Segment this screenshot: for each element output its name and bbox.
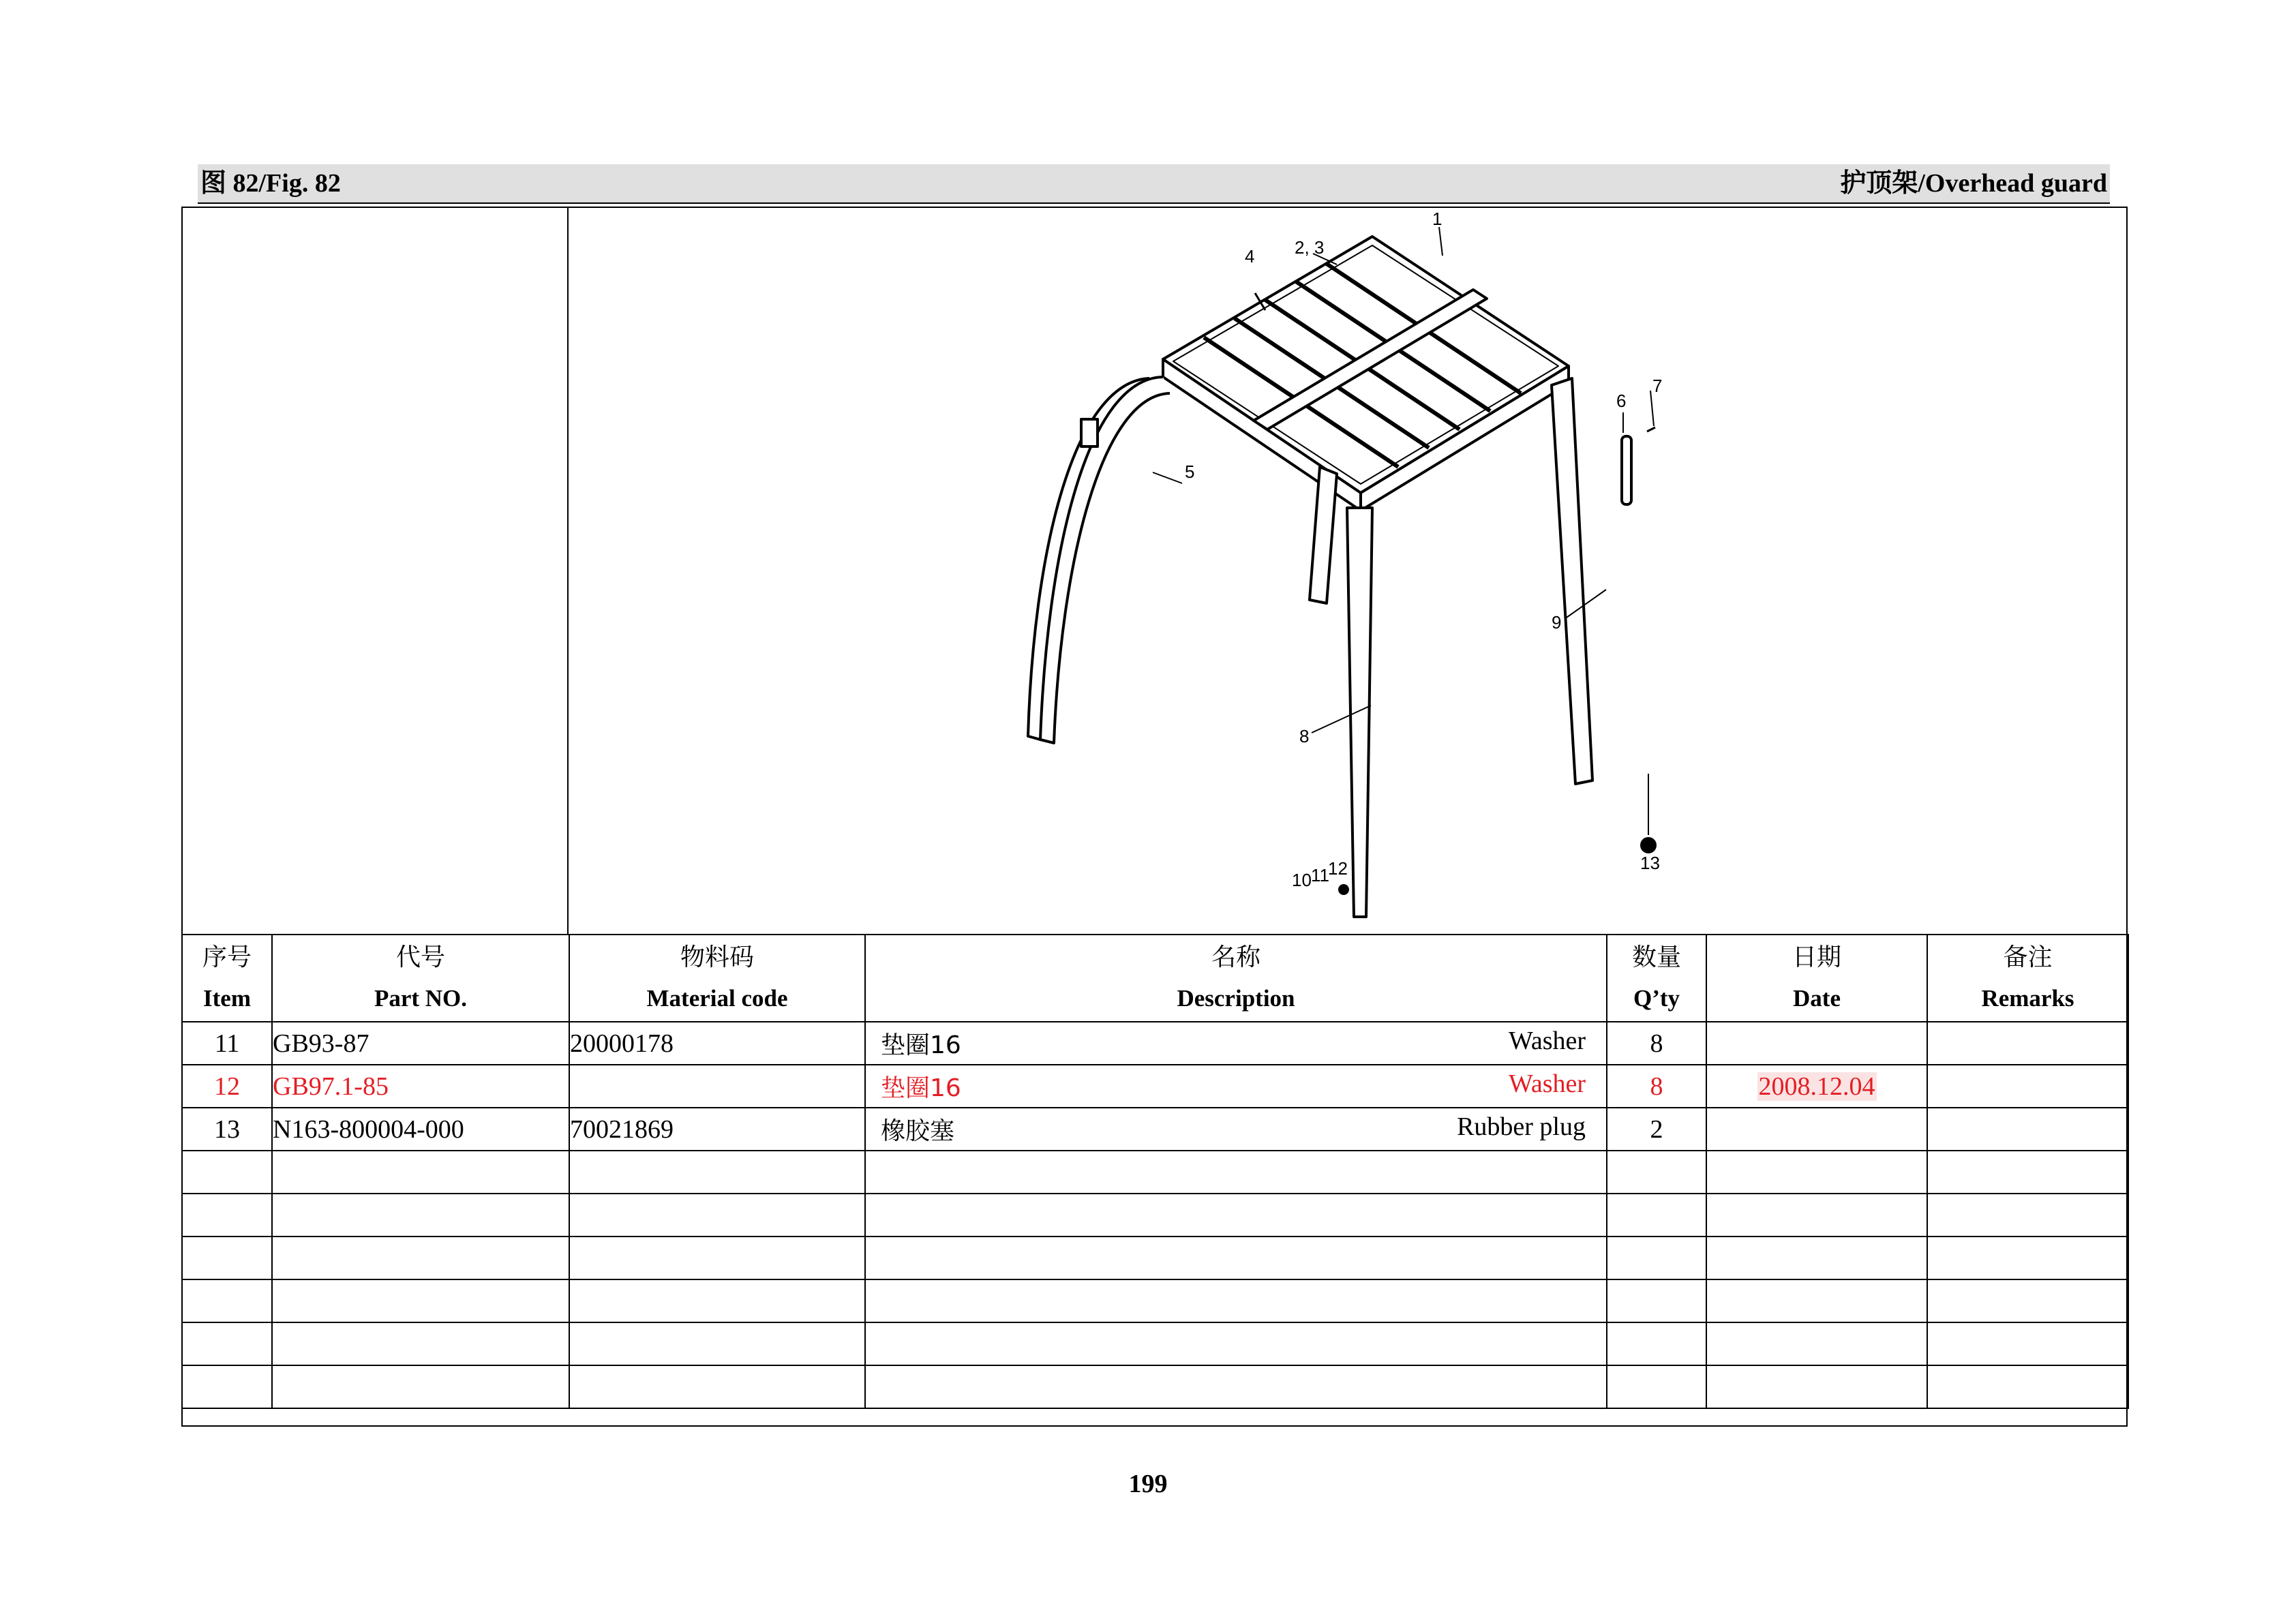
figure-header	[198, 164, 2110, 204]
page-number: 199	[1128, 1470, 1168, 1498]
col-material-code: 物料码 Material code	[569, 935, 865, 1022]
callout-9: 9	[1552, 612, 1562, 633]
cell-part-no: N163-800004-000	[272, 1108, 569, 1151]
col-qty: 数量 Q’ty	[1607, 935, 1706, 1022]
col-date: 日期 Date	[1706, 935, 1927, 1022]
cell-description: 橡胶塞 Rubber plug	[865, 1108, 1607, 1151]
cell-item: 11	[182, 1022, 272, 1065]
col-description: 名称 Description	[865, 935, 1607, 1022]
callout-10: 10	[1292, 870, 1312, 890]
col-part-no: 代号 Part NO.	[272, 935, 569, 1022]
cell-qty: 8	[1607, 1022, 1706, 1065]
parts-table	[181, 934, 2129, 1409]
cell-description: 垫圈16 Washer	[865, 1065, 1607, 1108]
empty-row	[182, 1365, 2128, 1408]
callout-12: 12	[1328, 858, 1348, 879]
cell-remarks	[1927, 1065, 2128, 1108]
cell-material: 20000178	[569, 1022, 865, 1065]
cell-item: 12	[182, 1065, 272, 1108]
cell-date: 2008.12.04	[1706, 1065, 1927, 1108]
callout-4: 4	[1245, 246, 1255, 267]
cell-qty: 2	[1607, 1108, 1706, 1151]
callout-2-3: 2, 3	[1295, 237, 1325, 258]
table-header-row	[182, 935, 2128, 1022]
cell-date	[1706, 1108, 1927, 1151]
callout-8: 8	[1299, 726, 1310, 746]
table-row	[182, 1108, 2128, 1151]
callout-5: 5	[1185, 461, 1195, 482]
figure-label: 图 82/Fig. 82	[200, 169, 341, 198]
empty-row	[182, 1322, 2128, 1365]
table-row	[182, 1065, 2128, 1108]
callout-11: 11	[1311, 865, 1329, 885]
cell-material	[569, 1065, 865, 1108]
empty-row	[182, 1151, 2128, 1194]
cell-item: 13	[182, 1108, 272, 1151]
empty-row	[182, 1194, 2128, 1237]
overhead-guard-drawing	[570, 208, 2126, 934]
blank-left-cell	[181, 207, 569, 935]
callout-13: 13	[1640, 853, 1660, 873]
callout-7: 7	[1652, 376, 1663, 396]
cell-date	[1706, 1022, 1927, 1065]
table-row	[182, 1022, 2128, 1065]
figure-title: 护顶架/Overhead guard	[1840, 169, 2107, 198]
callout-1: 1	[1432, 209, 1442, 229]
cell-remarks	[1927, 1108, 2128, 1151]
col-item: 序号 Item	[182, 935, 272, 1022]
cell-qty: 8	[1607, 1065, 1706, 1108]
empty-row	[182, 1279, 2128, 1322]
cell-part-no: GB97.1-85	[272, 1065, 569, 1108]
cell-description: 垫圈16 Washer	[865, 1022, 1607, 1065]
col-remarks: 备注 Remarks	[1927, 935, 2128, 1022]
empty-row	[182, 1237, 2128, 1279]
cell-material: 70021869	[569, 1108, 865, 1151]
cell-part-no: GB93-87	[272, 1022, 569, 1065]
cell-remarks	[1927, 1022, 2128, 1065]
callout-6: 6	[1616, 391, 1627, 411]
